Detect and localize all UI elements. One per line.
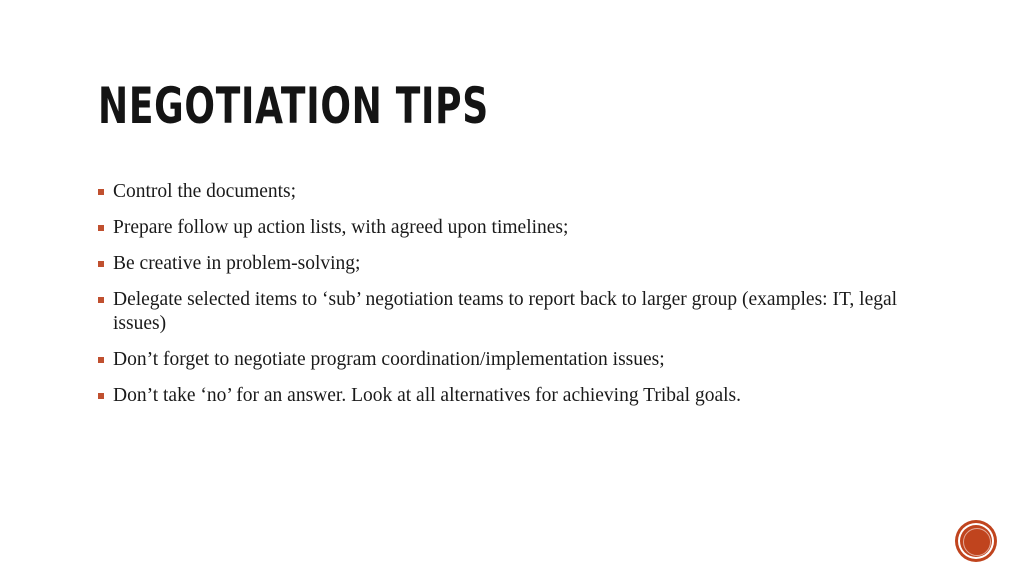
- bullet-item: [98, 384, 918, 408]
- slide-badge-ring: [963, 528, 991, 556]
- slide-title: NEGOTIATION TIPS: [98, 77, 489, 135]
- square-bullet-icon: [98, 357, 104, 363]
- bullet-text: Be creative in problem-solving;: [113, 253, 361, 274]
- bullet-text: Prepare follow up action lists, with agreed upon timelines;: [113, 217, 569, 238]
- bullet-item: [98, 288, 918, 336]
- square-bullet-icon: [98, 225, 104, 231]
- square-bullet-icon: [98, 393, 104, 399]
- bullet-list: [98, 180, 918, 420]
- square-bullet-icon: [98, 261, 104, 267]
- bullet-text: Control the documents;: [113, 181, 297, 202]
- slide-badge-icon: [958, 523, 994, 559]
- bullet-item: [98, 252, 918, 276]
- bullet-text: Don’t take ‘no’ for an answer. Look at all alternatives for achieving Tribal goals.: [113, 385, 741, 406]
- bullet-item: [98, 348, 918, 372]
- square-bullet-icon: [98, 189, 104, 195]
- bullet-text: Delegate selected items to ‘sub’ negotiation teams to report back to larger group (examples: IT, legal issues): [113, 289, 898, 334]
- square-bullet-icon: [98, 297, 104, 303]
- bullet-item: [98, 216, 918, 240]
- bullet-item: [98, 180, 918, 204]
- bullet-text: Don’t forget to negotiate program coordination/implementation issues;: [113, 349, 665, 370]
